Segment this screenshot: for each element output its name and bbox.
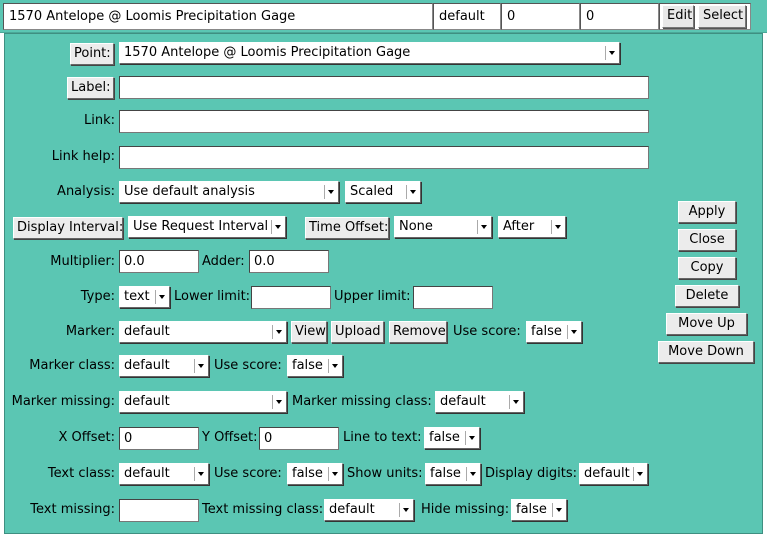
point-select-value: 1570 Antelope @ Loomis Precipitation Gage xyxy=(124,45,411,60)
multiplier-field[interactable]: 0.0 xyxy=(119,250,199,273)
display-digits-label: Display digits: xyxy=(485,466,578,481)
text-class-label: Text class: xyxy=(47,466,115,481)
marker-class-use-score-select[interactable] xyxy=(287,355,343,377)
chevron-down-icon xyxy=(551,220,563,234)
line-to-text-label: Line to text: xyxy=(343,430,422,445)
display-interval-select[interactable] xyxy=(128,216,286,238)
time-offset-select[interactable] xyxy=(394,216,492,238)
chevron-down-icon xyxy=(328,467,340,481)
label-button[interactable]: Label: xyxy=(67,77,114,99)
copy-button[interactable]: Copy xyxy=(678,257,736,279)
display-interval-button[interactable]: Display Interval: xyxy=(13,217,123,239)
link-field[interactable] xyxy=(119,110,649,133)
chevron-down-icon xyxy=(552,503,564,517)
chevron-down-icon xyxy=(194,467,206,481)
show-units-select[interactable] xyxy=(425,463,481,485)
upper-limit-label: Upper limit: xyxy=(334,289,411,304)
type-label: Type: xyxy=(80,289,115,304)
chevron-down-icon xyxy=(328,359,340,373)
label-field[interactable] xyxy=(119,76,649,99)
upper-limit-field[interactable] xyxy=(413,286,493,309)
y-offset-field[interactable]: 0 xyxy=(259,427,339,450)
header-x-value: 0 xyxy=(501,3,580,30)
type-select-value: text xyxy=(124,289,150,304)
marker-missing-class-select[interactable] xyxy=(435,391,524,413)
marker-missing-class-label: Marker missing class: xyxy=(292,394,432,409)
show-units-label: Show units: xyxy=(347,466,423,481)
point-button[interactable]: Point: xyxy=(70,43,114,65)
hide-missing-label: Hide missing: xyxy=(421,502,510,517)
marker-select[interactable] xyxy=(119,321,287,343)
chevron-down-icon xyxy=(272,325,284,339)
adder-field[interactable]: 0.0 xyxy=(249,250,329,273)
apply-button[interactable]: Apply xyxy=(678,201,736,223)
header-point-name: 1570 Antelope @ Loomis Precipitation Gage xyxy=(3,3,433,30)
close-button[interactable]: Close xyxy=(678,229,736,251)
chevron-down-icon xyxy=(194,359,206,373)
edit-button[interactable]: Edit xyxy=(662,5,694,28)
marker-class-select-value: default xyxy=(124,358,170,373)
lower-limit-label: Lower limit: xyxy=(174,289,251,304)
scale-select-value: Scaled xyxy=(350,184,394,199)
marker-class-use-score-value: false xyxy=(292,358,323,373)
marker-label: Marker: xyxy=(65,324,115,339)
time-offset-direction-select[interactable] xyxy=(498,216,566,238)
header-row xyxy=(0,0,767,33)
chevron-down-icon xyxy=(509,395,521,409)
x-offset-label: X Offset: xyxy=(58,430,115,445)
select-button[interactable]: Select xyxy=(698,5,746,28)
line-to-text-value: false xyxy=(429,430,460,445)
time-offset-select-value: None xyxy=(399,219,433,234)
move-down-button[interactable]: Move Down xyxy=(658,341,754,363)
multiplier-label: Multiplier: xyxy=(50,254,115,269)
chevron-down-icon xyxy=(271,220,283,234)
x-offset-field[interactable]: 0 xyxy=(119,427,199,450)
adder-label: Adder: xyxy=(202,254,245,269)
marker-missing-label: Marker missing: xyxy=(11,394,115,409)
y-offset-label: Y Offset: xyxy=(202,430,258,445)
analysis-select-value: Use default analysis xyxy=(124,184,255,199)
marker-missing-class-value: default xyxy=(440,394,486,409)
chevron-down-icon xyxy=(633,467,645,481)
hide-missing-value: false xyxy=(516,502,547,517)
chevron-down-icon xyxy=(272,395,284,409)
chevron-down-icon xyxy=(605,46,617,60)
chevron-down-icon xyxy=(567,325,579,339)
chevron-down-icon xyxy=(155,290,167,304)
marker-upload-button[interactable]: Upload xyxy=(331,321,384,343)
text-missing-class-label: Text missing class: xyxy=(202,502,324,517)
display-digits-select[interactable] xyxy=(579,463,648,485)
marker-remove-button[interactable]: Remove xyxy=(389,321,447,343)
point-editor-panel xyxy=(4,33,763,534)
link-help-label: Link help: xyxy=(51,149,115,164)
text-class-select-value: default xyxy=(124,466,170,481)
hide-missing-select[interactable] xyxy=(511,499,567,521)
text-missing-label: Text missing: xyxy=(30,502,115,517)
marker-class-use-score-label: Use score: xyxy=(214,358,282,373)
text-missing-class-value: default xyxy=(329,502,375,517)
point-select[interactable] xyxy=(119,42,620,64)
link-help-field[interactable] xyxy=(119,146,649,169)
marker-view-button[interactable]: View xyxy=(291,321,327,343)
header-y-value: 0 xyxy=(580,3,659,30)
lower-limit-field[interactable] xyxy=(251,286,331,309)
marker-use-score-value: false xyxy=(531,324,562,339)
show-units-value: false xyxy=(430,466,461,481)
link-label: Link: xyxy=(83,113,115,128)
marker-missing-select[interactable] xyxy=(119,391,287,413)
text-missing-field[interactable] xyxy=(119,499,199,522)
text-class-use-score-select[interactable] xyxy=(287,463,343,485)
type-select[interactable] xyxy=(119,286,170,308)
marker-missing-select-value: default xyxy=(124,394,170,409)
display-digits-value: default xyxy=(584,466,630,481)
text-missing-class-select[interactable] xyxy=(324,499,414,521)
text-class-select[interactable] xyxy=(119,463,209,485)
move-up-button[interactable]: Move Up xyxy=(666,313,747,335)
marker-use-score-select[interactable] xyxy=(526,321,582,343)
line-to-text-select[interactable] xyxy=(424,427,480,449)
scale-select[interactable] xyxy=(345,181,421,203)
time-offset-button[interactable]: Time Offset: xyxy=(305,217,389,239)
time-offset-direction-value: After xyxy=(503,219,535,234)
analysis-label: Analysis: xyxy=(57,184,115,199)
text-class-use-score-label: Use score: xyxy=(214,466,282,481)
chevron-down-icon xyxy=(466,467,478,481)
chevron-down-icon xyxy=(406,185,418,199)
display-interval-select-value: Use Request Interval xyxy=(133,219,269,234)
chevron-down-icon xyxy=(399,503,411,517)
marker-select-value: default xyxy=(124,324,170,339)
text-class-use-score-value: false xyxy=(292,466,323,481)
chevron-down-icon xyxy=(465,431,477,445)
chevron-down-icon xyxy=(477,220,489,234)
header-analysis: default xyxy=(433,3,501,30)
marker-class-select[interactable] xyxy=(119,355,209,377)
chevron-down-icon xyxy=(324,185,336,199)
marker-use-score-label: Use score: xyxy=(453,324,521,339)
marker-class-label: Marker class: xyxy=(29,358,115,373)
analysis-select[interactable] xyxy=(119,181,339,203)
delete-button[interactable]: Delete xyxy=(675,285,739,307)
